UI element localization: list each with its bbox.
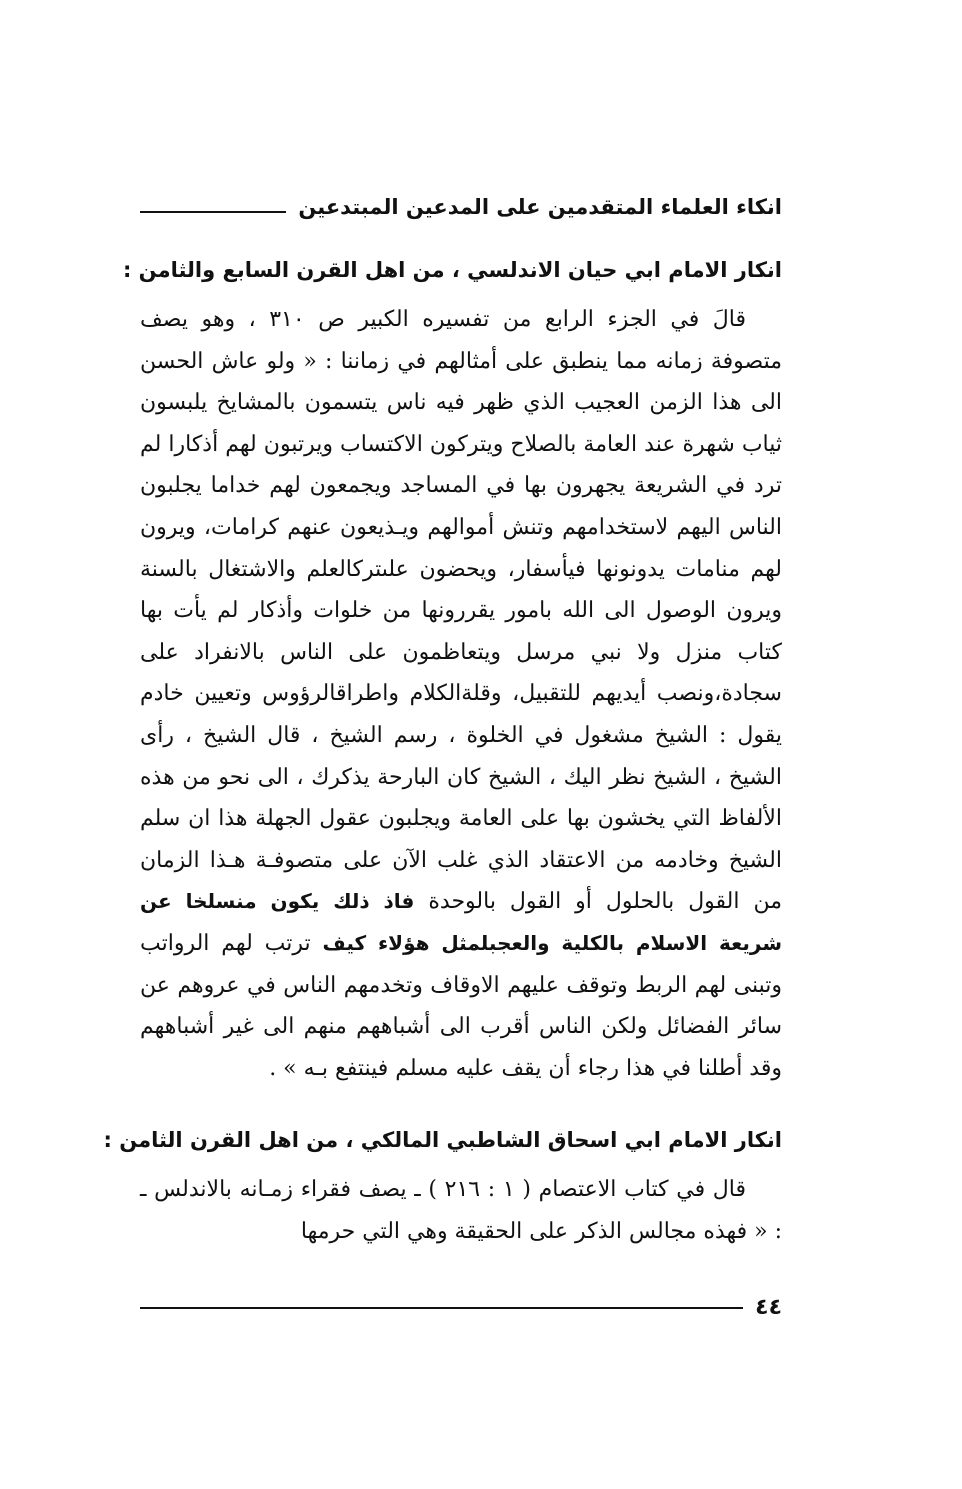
bold-phrase: فاذ ذلك يكون منسلخا عن شريعة الاسلام بالكلية والعجبلمثل هؤلاء كيف <box>140 889 782 955</box>
section-body-shatibi <box>140 1169 782 1252</box>
header-rule <box>140 211 286 213</box>
section-body-abu-hayyan <box>140 299 782 1089</box>
running-header <box>140 185 782 229</box>
page-footer <box>140 1295 782 1320</box>
section-heading-shatibi: انكار الامام ابي اسحاق الشاطبي المالكي ، من اهل القرن الثامن : <box>103 1128 782 1153</box>
running-header-title: انكاء العلماء المتقدمين على المدعين المبتدعين <box>298 195 782 219</box>
footer-rule <box>140 1307 743 1309</box>
book-page <box>103 185 782 1252</box>
page-number: ٤٤ <box>755 1295 782 1320</box>
paragraph-text: قال في كتاب الاعتصام ( ١ : ٢١٦ ) ـ يصف فقراء زمـانه بالاندلس ـ : « فهذه مجالس الذكر على الحقيقة وهي التي حرمها <box>140 1177 782 1244</box>
paragraph-text-continued: ترتب لهم الرواتب وتبنى لهم الربط وتوقف عليهم الاوقاف وتخدمهم الناس في عروهم عن سائر الفضائل ولكن الناس أقرب الى أشباههم منهم الى غير أشباههم وقد أطلنا في هذا رجاء أن يقف عليه مسلم فينتفع بـه » . <box>140 930 782 1081</box>
paragraph-text: قالَ في الجزء الرابع من تفسيره الكبير ص ٣١٠ ، وهو يصف متصوفة زمانه مما ينطبق على أمثالهم في زماننا : « ولو عاش الحسن الى هذا الزمن العجيب الذي ظهر فيه ناس يتسمون بالمشايخ يلبسون ثياب شهرة عند العامة بالصلاح ويتركون الاكتساب ويرتبون لهم أذكارا لم ترد في الشريعة يجهرون بها في المساجد ويجمعون لهم خداما يجلبون الناس اليهم لاستخدامهم وتنش أموالهم ويـذيعون عنهم كرامات، ويرون لهم منامات يدونونها فيأسفار، ويحضون علىتركالعلم والاشتغال بالسنة ويرون الوصول الى الله بامور يقررونها من خلوات وأذكار لم يأت بها كتاب منزل ولا نبي مرسل ويتعاظمون على الناس بالانفراد على سجادة،ونصب أيديهم للتقبيل، وقلةالكلام واطراقالرؤوس وتعيين خادم يقول : الشيخ مشغول في الخلوة ، رسم الشيخ ، قال الشيخ ، رأى الشيخ ، الشيخ نظر اليك ، الشيخ كان البارحة يذكرك ، الى نحو من هذه الألفاظ التي يخشون بها على العامة ويجلبون عقول الجهلة هذا ان سلم الشيخ وخادمه من الاعتقاد الذي غلب الآن على متصوفـة هـذا الزمان من القول بالحلول أو القول بالوحدة <box>140 307 782 915</box>
section-heading-abu-hayyan: انكار الامام ابي حيان الاندلسي ، من اهل القرن السابع والثامن : <box>122 258 782 282</box>
